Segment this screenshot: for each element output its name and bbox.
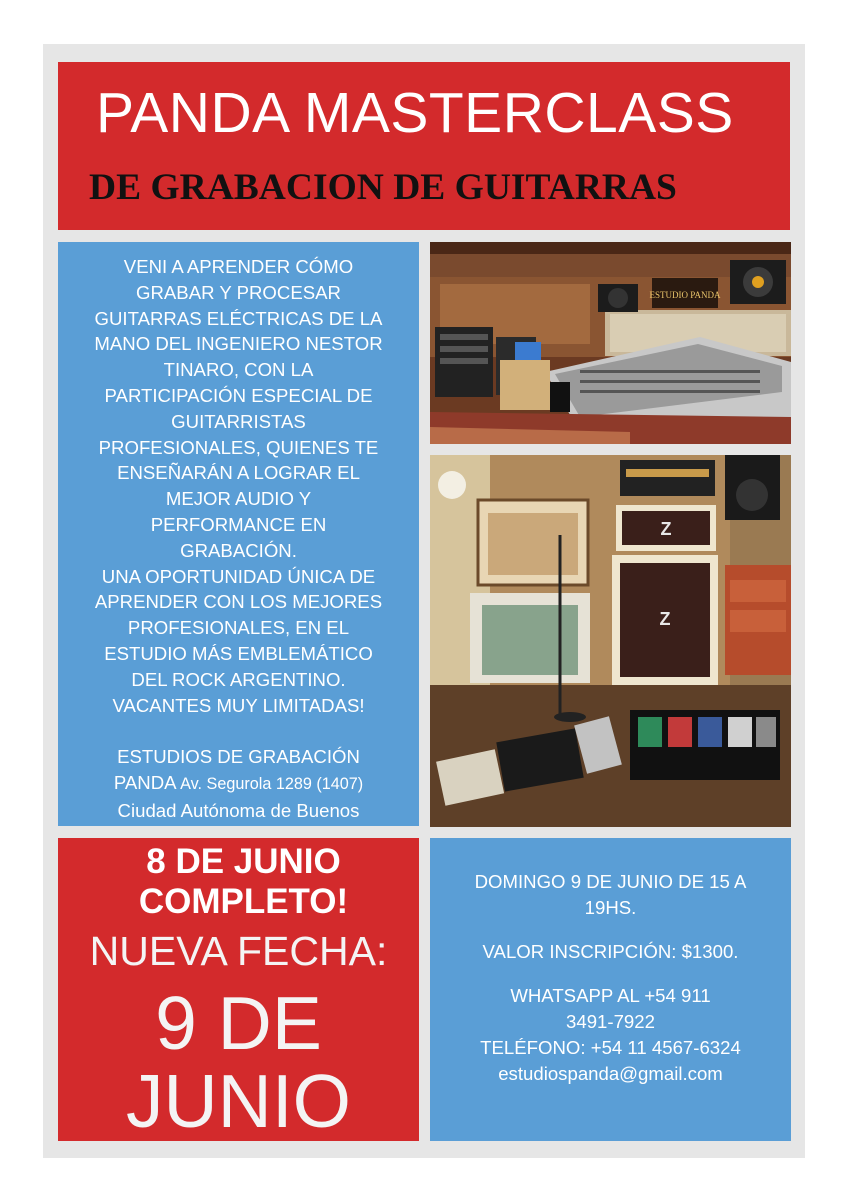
description-line: VACANTES MUY LIMITADAS! [112, 694, 365, 716]
amp-logo-head: Z [660, 519, 672, 539]
schedule-line: 19HS. [584, 897, 637, 918]
header-banner [58, 62, 790, 230]
studio-line: ESTUDIOS DE GRABACIÓN [117, 746, 360, 768]
description-line: TINARO, CON LA [163, 359, 314, 381]
studio-sign: ESTUDIO PANDA [649, 290, 721, 300]
email-line: estudiospanda@gmail.com [498, 1063, 723, 1084]
schedule-line: DOMINGO 9 DE JUNIO DE 15 A [474, 871, 747, 892]
whatsapp-number: 3491-7922 [566, 1011, 655, 1032]
address-text: Av. Segurola 1289 (1407) [176, 774, 364, 793]
description-text [58, 254, 419, 824]
description-line: APRENDER CON LOS MEJORES [94, 591, 383, 613]
city-line: Ciudad Autónoma de Buenos [117, 799, 360, 821]
poster-title: PANDA MASTERCLASS [96, 81, 734, 145]
description-line: VENI A APRENDER CÓMO [123, 256, 354, 277]
whatsapp-line: WHATSAPP AL +54 911 [510, 985, 711, 1006]
description-line: DEL ROCK ARGENTINO. [131, 668, 346, 690]
info-text [430, 869, 791, 1087]
studio-name: PANDA [113, 771, 177, 793]
amp-logo-cabinet: Z [659, 609, 671, 629]
description-line: ENSEÑARÁN A LOGRAR EL [117, 462, 360, 484]
address-line [58, 770, 419, 798]
new-date-day: 9 DE [155, 981, 322, 1065]
description-line: PARTICIPACIÓN ESPECIAL DE [104, 384, 373, 406]
studio-control-room-photo [430, 242, 791, 444]
description-line: GUITARRAS ELÉCTRICAS DE LA [94, 307, 383, 329]
description-line: MEJOR AUDIO Y [165, 488, 312, 510]
dates-panel [58, 838, 419, 1141]
new-date-month: JUNIO [126, 1059, 351, 1143]
amps-and-pedals-photo [430, 455, 791, 827]
description-line: MANO DEL INGENIERO NESTOR [94, 333, 383, 355]
description-line: GUITARRISTAS [171, 410, 306, 432]
poster-subtitle: DE GRABACION DE GUITARRAS [89, 167, 677, 208]
description-line: PROFESIONALES, EN EL [127, 617, 350, 639]
description-line: GRABACIÓN. [180, 539, 297, 561]
description-panel [58, 242, 419, 826]
sold-out-label: COMPLETO! [138, 882, 349, 921]
description-line: PERFORMANCE EN [150, 513, 327, 535]
info-panel [430, 838, 791, 1141]
price-line: VALOR INSCRIPCIÓN: $1300. [482, 941, 739, 962]
description-line: GRABAR Y PROCESAR [136, 281, 341, 303]
description-line: ESTUDIO MÁS EMBLEMÁTICO [104, 642, 373, 664]
new-date-label: NUEVA FECHA: [89, 928, 388, 974]
phone-line: TELÉFONO: +54 11 4567-6324 [480, 1037, 741, 1058]
original-date: 8 DE JUNIO [146, 842, 341, 881]
description-line: PROFESIONALES, QUIENES TE [98, 436, 379, 458]
description-line: UNA OPORTUNIDAD ÚNICA DE [101, 565, 376, 587]
